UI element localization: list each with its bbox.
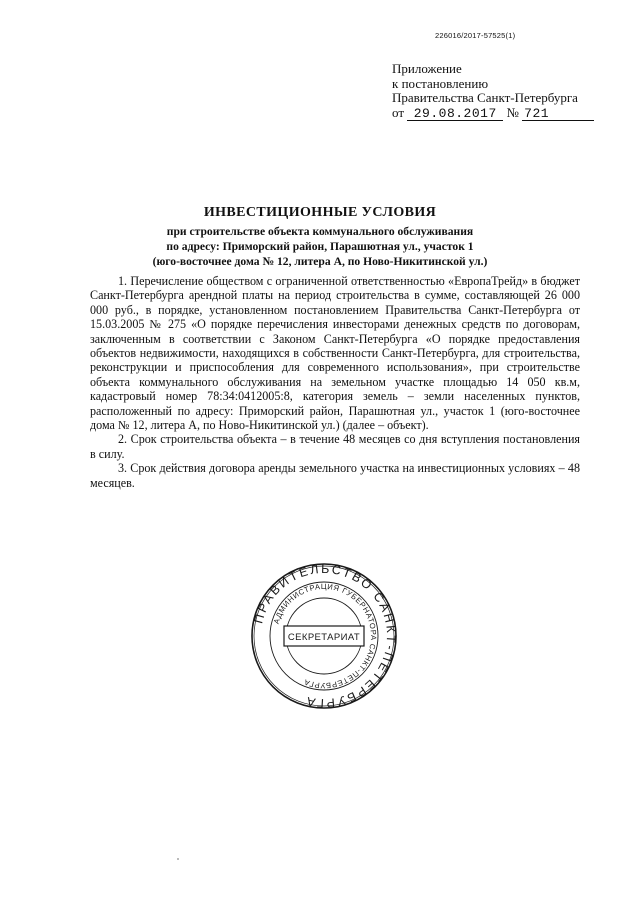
document-body xyxy=(90,274,580,490)
appendix-line-3: Правительства Санкт-Петербурга xyxy=(392,90,578,106)
from-label: от xyxy=(392,104,405,120)
appendix-date-line xyxy=(392,106,594,121)
stamp-outer-text: ПРАВИТЕЛЬСТВО САНКТ-ПЕТЕРБУРГА xyxy=(251,562,398,710)
title-line-1: при строительстве объекта коммунального обслуживания xyxy=(166,225,474,238)
appendix-number: 721 xyxy=(524,105,550,121)
scan-artifact xyxy=(177,858,179,860)
stamp-center-text: СЕКРЕТАРИАТ xyxy=(287,632,361,643)
appendix-line-1: Приложение xyxy=(392,61,462,76)
title-line-3: (юго-восточнее дома № 12, литера А, по Ново-Никитинской ул.) xyxy=(152,255,488,268)
document-number: 226016/2017-57525(1) xyxy=(435,31,516,40)
title-block xyxy=(120,205,520,269)
appendix-block xyxy=(392,62,594,121)
document-title: ИНВЕСТИЦИОННЫЕ УСЛОВИЯ xyxy=(203,205,437,220)
appendix-date: 29.08.2017 xyxy=(413,105,497,121)
paragraph-3: 3. Срок действия договора аренды земельного участка на инвестиционных условиях – 48 месяцев. xyxy=(90,461,580,490)
paragraph-2: 2. Срок строительства объекта – в течение 48 месяцев со дня вступления постановления в силу. xyxy=(90,432,580,461)
appendix-line-2: к постановлению xyxy=(392,75,489,91)
paragraph-1: 1. Перечисление обществом с ограниченной ответственностью «ЕвропаТрейд» в бюджет Санкт-Петербурга арендной платы на период строительства в сумме, составляющей 26 000 000 руб., в порядке, установленном постановлением Правительства Санкт-Петербурга от 15.03.2005 № 275 «О порядке перечисления инвесторами денежных средств по договорам, заключенным в соответствии с Законом Санкт-Петербурга «О порядке предоставления объектов недвижимости, находящихся в собственности Санкт-Петербурга, для строительства, реконструкции и приспособления для современного использования», при строительстве объекта коммунального обслуживания на земельном участке площадью 14 050 кв.м, кадастровый номер 78:34:0412005:8, категория земель – земли населенных пунктов, расположенный по адресу: Приморский район, Парашютная ул., участок 1 (юго-восточнее дома № 12, литера А, по Ново-Никитинской ул.) (далее – объект). xyxy=(90,274,580,433)
stamp-inner-text: АДМИНИСТРАЦИЯ ГУБЕРНАТОРА САНКТ-ПЕТЕРБУРГА xyxy=(271,581,379,691)
title-line-2: по адресу: Приморский район, Парашютная ул., участок 1 xyxy=(166,240,474,253)
number-label: № xyxy=(506,104,519,120)
official-stamp xyxy=(250,562,398,710)
